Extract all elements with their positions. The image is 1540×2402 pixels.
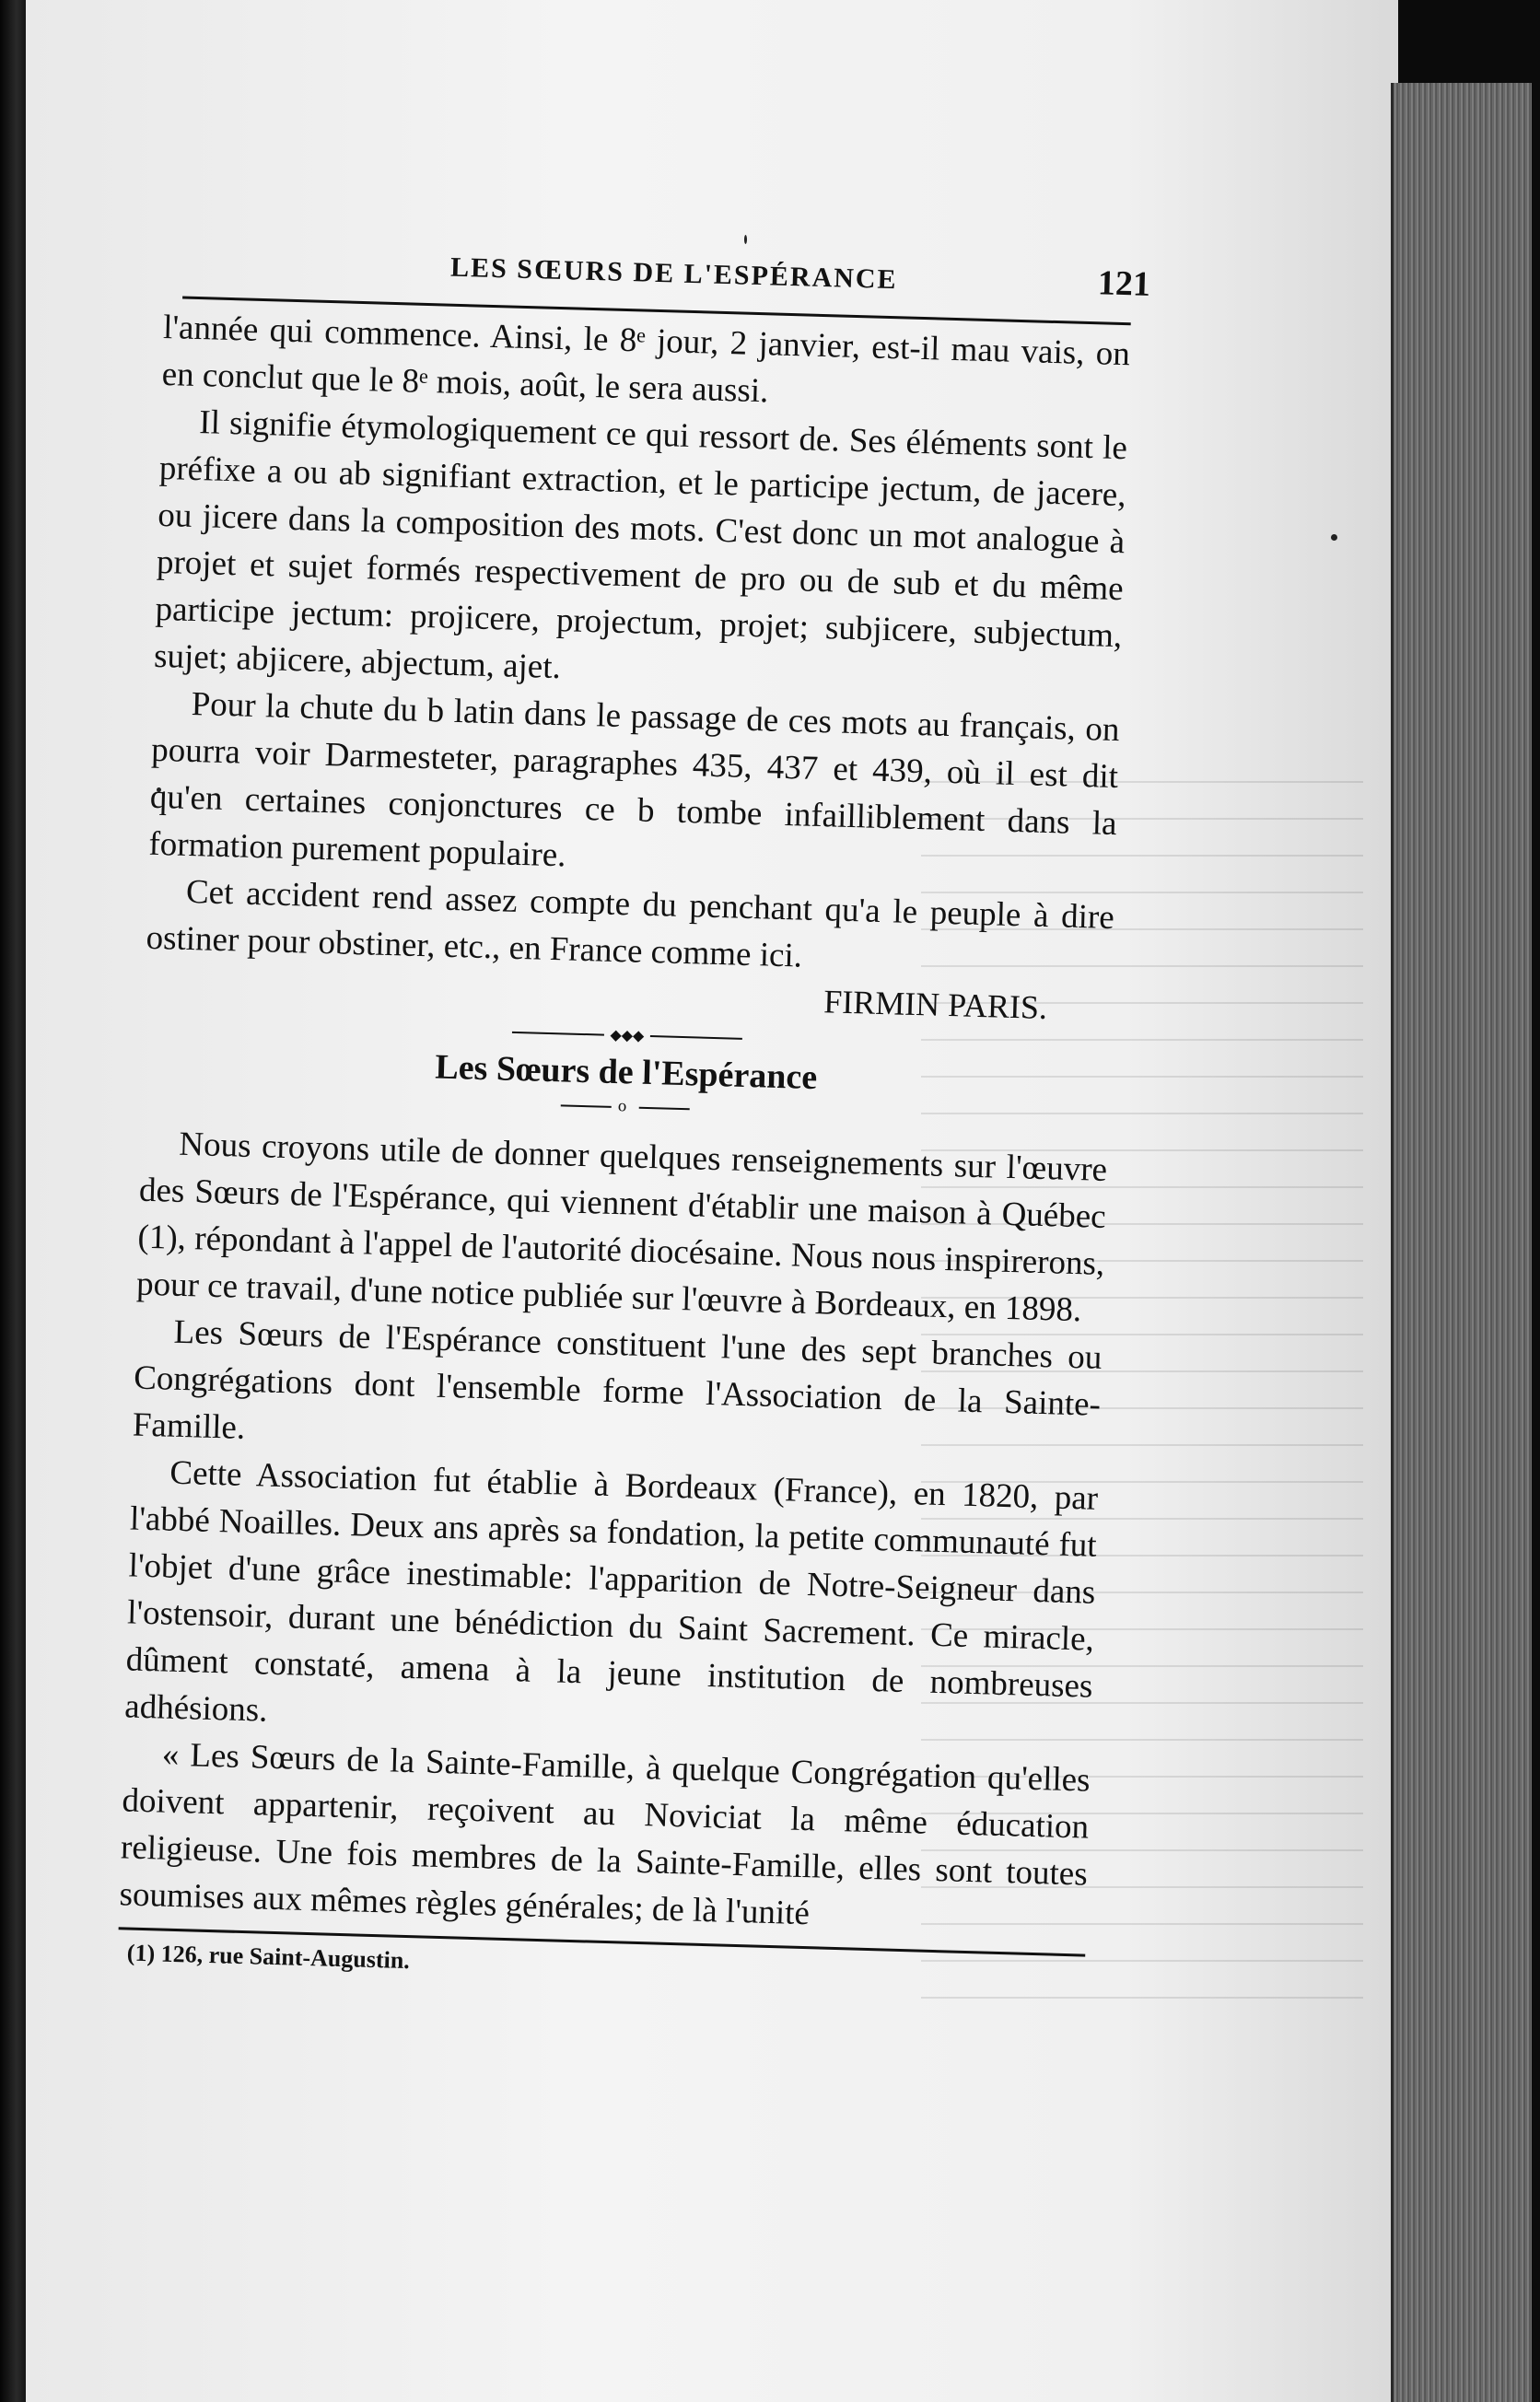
paragraph: Il signifie étymologiquement ce qui ressort de. Ses éléments sont le préfixe a ou ab signifiant extraction, et le participe jectum, de jacere, ou jicere dans la composition des mots. C'est donc un mot analogue à projet et sujet formés respectivement de pro ou de sub et du même participe jectum: projicere, projectum, projet; subjicere, subjectum, sujet; abjicere, abjectum, ajet. — [153, 403, 1128, 687]
paragraph: Cette Association fut établie à Bordeaux (France), en 1820, par l'abbé Noailles. Deux ans après sa fondation, la petite communauté fut l'objet d'une grâce inestimable: l'apparition de Notre-Seigneur dans l'ostensoir, durant une bénédiction du Saint Sacrement. Ce miracle, dûment constaté, amena à la jeune institution de nombreuses adhésions. — [123, 1453, 1099, 1730]
footnote: (1) 126, rue Saint-Augustin. — [126, 1939, 411, 1975]
small-divider — [561, 1098, 690, 1114]
paragraph: Les Sœurs de l'Espérance constituent l'une des sept branches ou Congrégations dont l'ensemble forme l'Association de la Sainte-Famille. — [132, 1312, 1102, 1447]
paragraph: l'année qui commence. Ainsi, le 8ᵉ jour, 2 janvier, est-il mau vais, on en conclut que le 8ᵉ mois, août, le sera aussi. — [161, 308, 1131, 411]
dust-speck — [1331, 534, 1337, 541]
dust-speck — [744, 235, 747, 244]
decorative-divider — [512, 1025, 742, 1046]
paragraph: Pour la chute du b latin dans le passage de ces mots au français, on pourra voir Darmesteter, paragraphes 435, 437 et 439, où il est dit qu'en certaines conjonctures ce b tombe infailliblement dans la formation purement populaire. — [147, 684, 1120, 875]
paragraph: Nous croyons utile de donner quelques renseignements sur l'œuvre des Sœurs de l'Espérance, qui viennent d'établir une maison à Québec (1), répondant à l'appel de l'autorité diocésaine. Nous nous inspirerons, pour ce travail, d'une notice publiée sur l'œuvre à Bordeaux, en 1898. — [135, 1125, 1108, 1330]
running-title: LES SŒURS DE L'ESPÉRANCE — [449, 251, 899, 296]
page-text — [117, 235, 1151, 1994]
paragraph: « Les Sœurs de la Sainte-Famille, à quelque Congrégation qu'elles doivent appartenir, reçoivent au Noviciat la même éducation religieuse. Une fois membres de la Sainte-Famille, elles sont toutes soumises aux mêmes règles générales; de là l'unité — [119, 1735, 1091, 1933]
circle-ornament-icon: o — [617, 1097, 627, 1115]
author-signature: FIRMIN PARIS. — [822, 983, 1048, 1027]
section-title: Les Sœurs de l'Espérance — [434, 1047, 818, 1098]
binding-shadow — [0, 0, 28, 2402]
page-stack-edges — [1391, 83, 1532, 2402]
paragraph: Cet accident rend assez compte du penchant qu'a le peuple à dire ostiner pour obstiner, etc., en France comme ici. — [146, 872, 1115, 975]
ornament-icon: ◆◆◆ — [610, 1025, 645, 1044]
page-number: 121 — [1097, 263, 1151, 304]
